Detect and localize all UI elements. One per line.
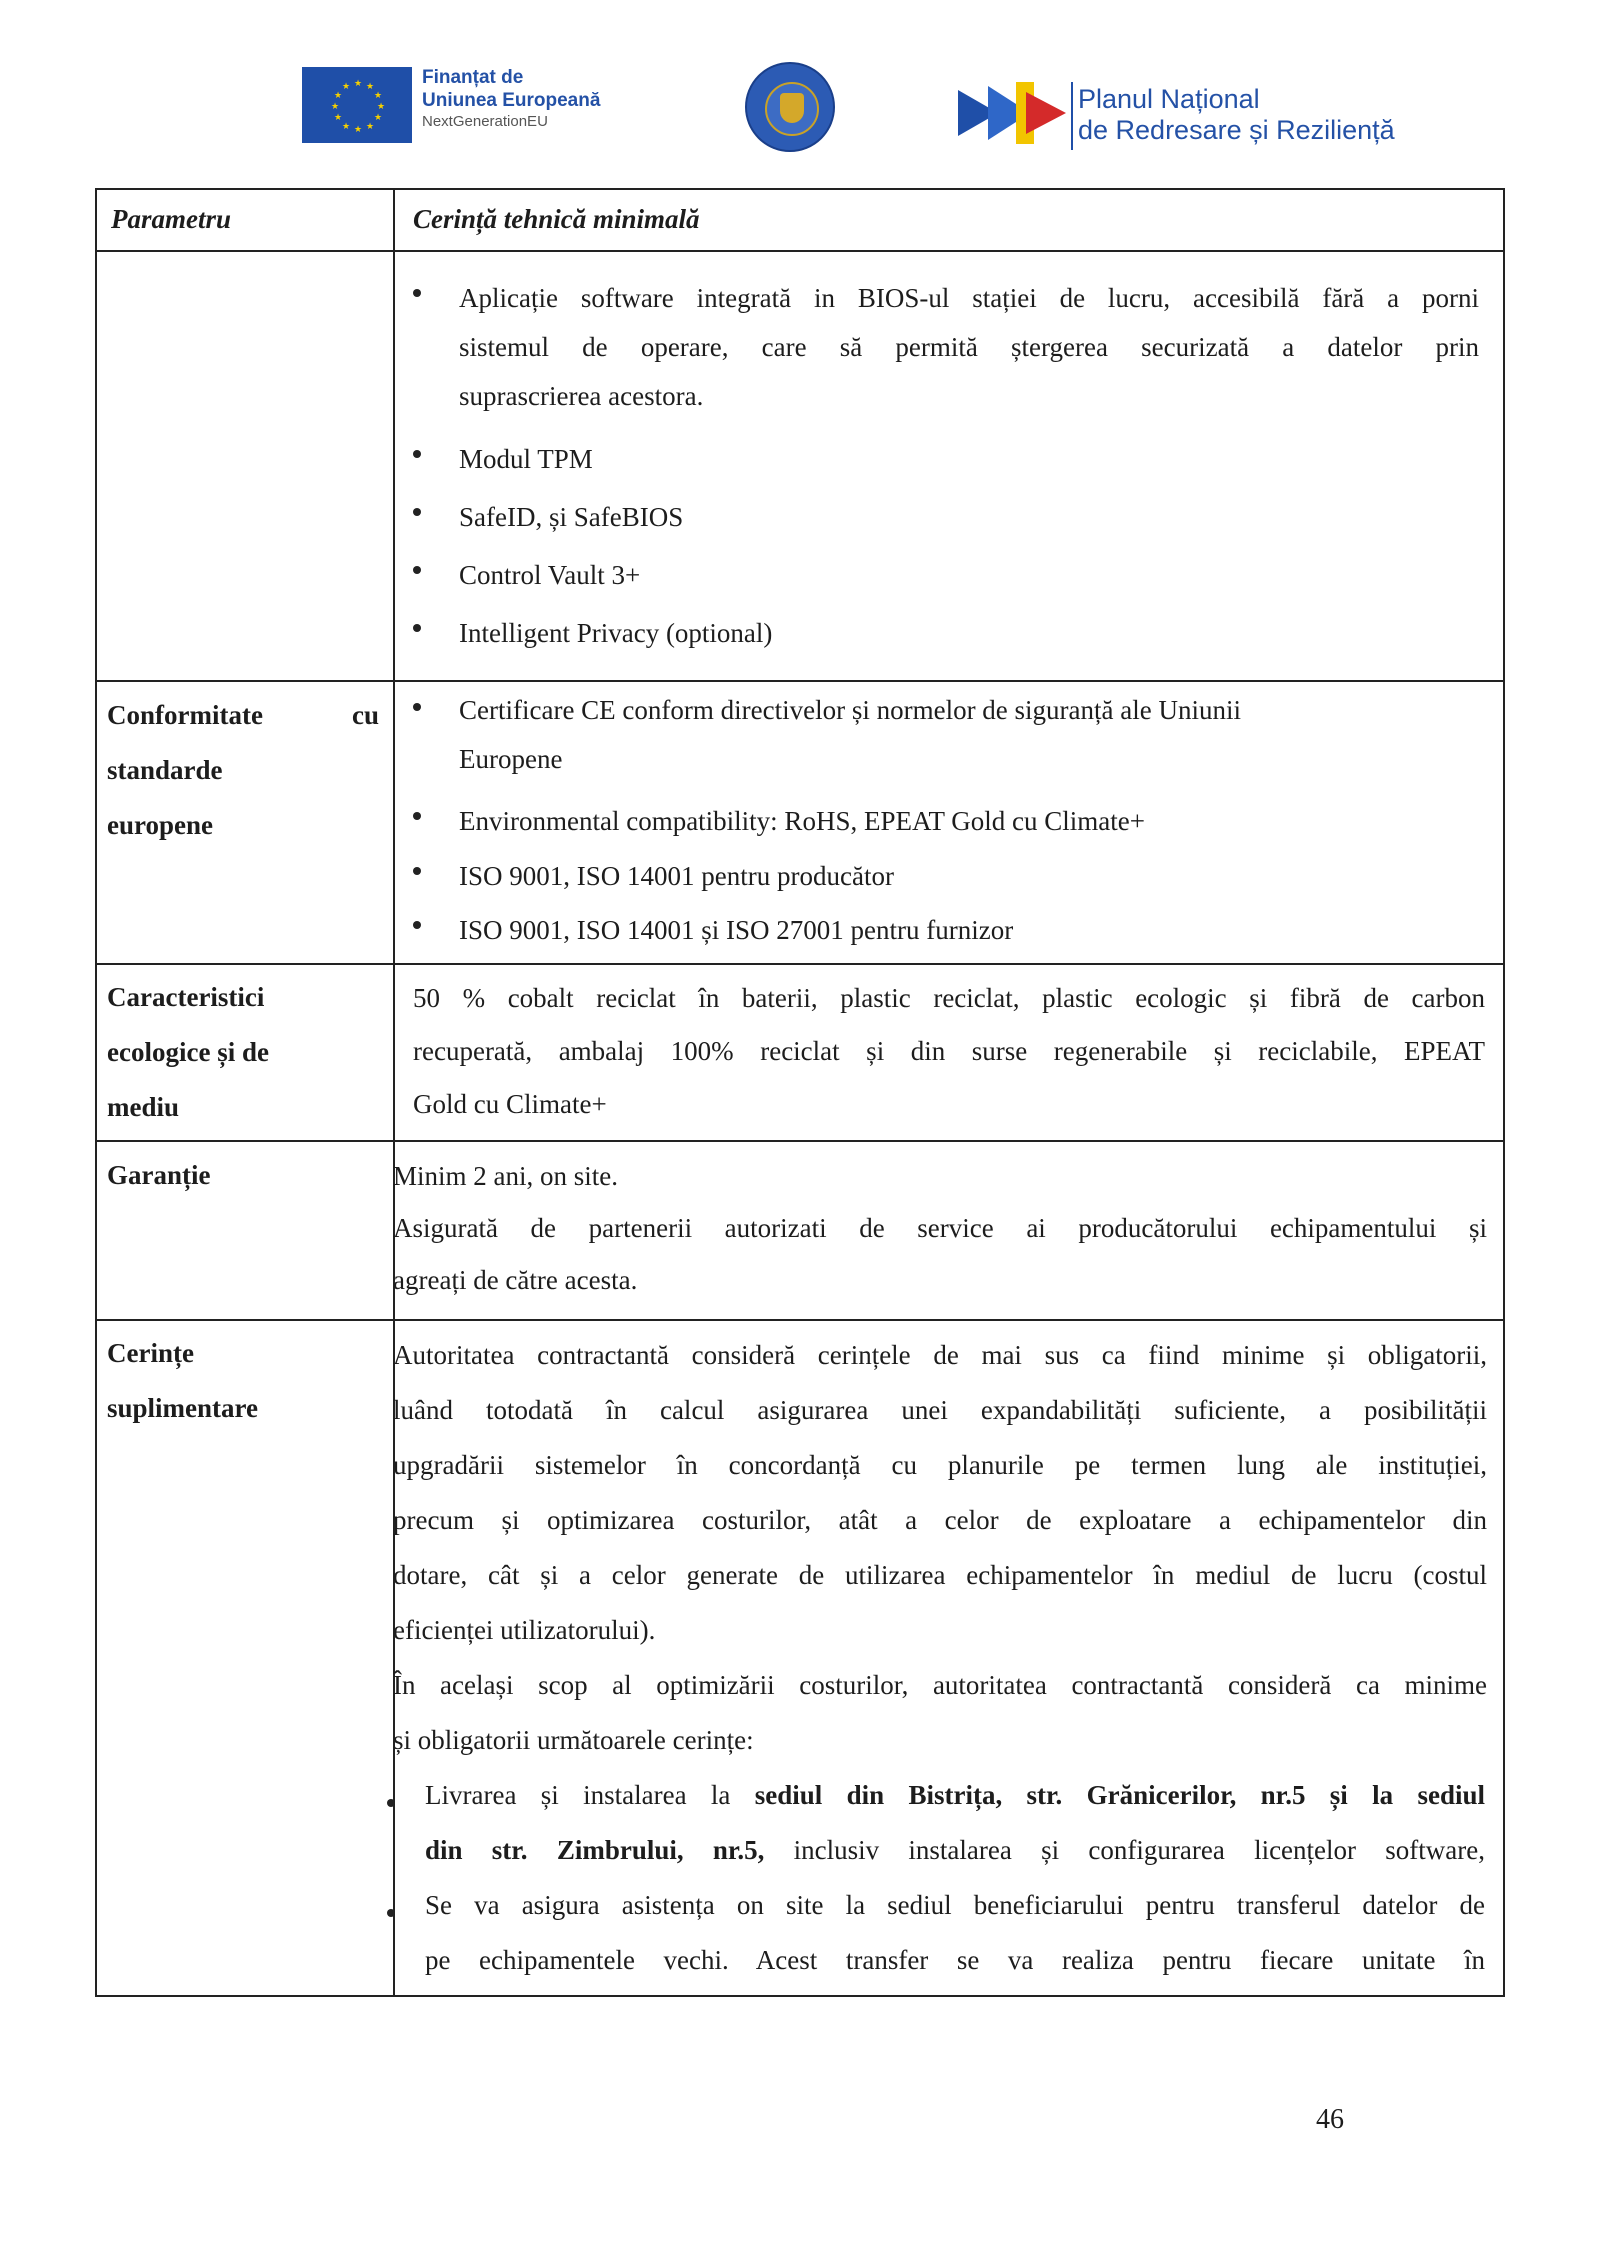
eu-flag-icon: ★ ★ ★ ★ ★ ★ ★ ★ ★ ★ ★ ★ [302,67,412,143]
eu-funding-label: Finanțat de Uniunea Europeană NextGenerationEU [422,67,601,130]
param-additional-requirements: Cerințe suplimentare [107,1338,259,1423]
column-header-requirement: Cerință tehnică minimală [413,204,700,234]
pnrr-divider [1071,82,1073,150]
page-number: 46 [1316,2104,1344,2135]
param-ecological: Caracteristici ecologice și de mediu [107,982,269,1122]
ecological-description: 50 % cobalt reciclat în baterii, plastic reciclat, plastic ecologic și fibră de carbon recuperată, ambalaj 100% reciclat și din surse regenerabile și reciclabile, EPEAT Gold cu Climate+ [413,983,1485,1119]
page-header [0,0,1600,170]
romanian-government-seal-icon [745,62,835,152]
additional-requirements-text: Autoritatea contractantă consideră cerințele de mai sus ca fiind minime și obligatorii, luând totodată în calcul asigurarea unei expandabilități suficiente, a posibilității upgradării sistemelor în concordanță cu planurile pe termen lung ale instituției, precum și optimizarea costurilor, atât a celor de exploatare a echipamentelor din dotare, cât și a celor generate de utilizarea echipamentelor în mediul de lucru (costul eficienței utilizatorului). În același scop al optimizării costurilor, autoritatea contractantă consideră ca minime și obligatorii următoarele cerințe: [393,1340,1487,1755]
param-warranty: Garanție [107,1160,211,1190]
pnrr-logo-arrow-icon [958,82,1068,144]
warranty-description: Minim 2 ani, on site. Asigurată de partenerii autorizati de service ai producătorului echipamentului și agreați de către acesta. [393,1161,1487,1295]
pnrr-label: Planul Național de Redresare și Reziliență [1078,84,1395,145]
technical-spec-table: Parametru Cerință tehnică minimală Aplicație software integrată in BIOS-ul stației de lucru, accesibilă fără a porni sistemul de operare, care să permită ștergerea securizată a datelor prin suprascrierea acestora. Modul TPM SafeID, și SafeBIOS Control Vault 3+ Intelligent Privacy (optional) Conformitate cu standarde europene Certificare CE conform directivelor și normelor de siguranță ale Uniunii Europene Environmental compatibility: RoHS, EPEAT Gold cu Climate+ ISO 9001, ISO 14001 pentru producător ISO 9001, ISO 14001 și ISO 27001 pentru furnizor Caracteristici ecologice și de mediu 50 % cobalt reciclat în baterii, plastic reciclat, plastic ecologic și fibră de carbon recuperată, ambalaj 100% reciclat și din surse regenerabile și reciclabile, EPEAT Gold cu Climate+ Garanție Minim 2 ani, on site. Asigurată de partenerii autorizati de service ai producătorului echipamentului și agreați de către acesta. Cerințe suplimentare Autoritatea contractantă consideră cerințele de mai sus ca fiind minime și obligatorii, luând totodată în calcul asigurarea unei expandabilități suficiente, a posibilității upgradării sistemelor în concordanță cu planurile pe termen lung ale instituției, precum și optimizarea costurilor, atât a celor de exploatare a echipamentelor din dotare, cât și a celor generate de utilizarea echipamentelor în mediul de lucru (costul eficienței utilizatorului). În același scop al optimizării costurilor, autoritatea contractantă consideră ca minime și obligatorii următoarele cerințe: Livrarea și instalarea la sediul din Bistrița, str. Grănicerilor, nr.5 și la sediul din str. Zimbrului, nr.5, inclusiv instalarea și configurarea licențelor software, Se va asigura asistența on site la sediul beneficiarului pentru transferul datelor de pe echipamentele vechi. Acest transfer se va realiza pentru fiecare unitate în [95,188,1505,1998]
column-header-parameter: Parametru [111,204,232,234]
param-conformity: Conformitate cu standarde europene [107,700,379,840]
